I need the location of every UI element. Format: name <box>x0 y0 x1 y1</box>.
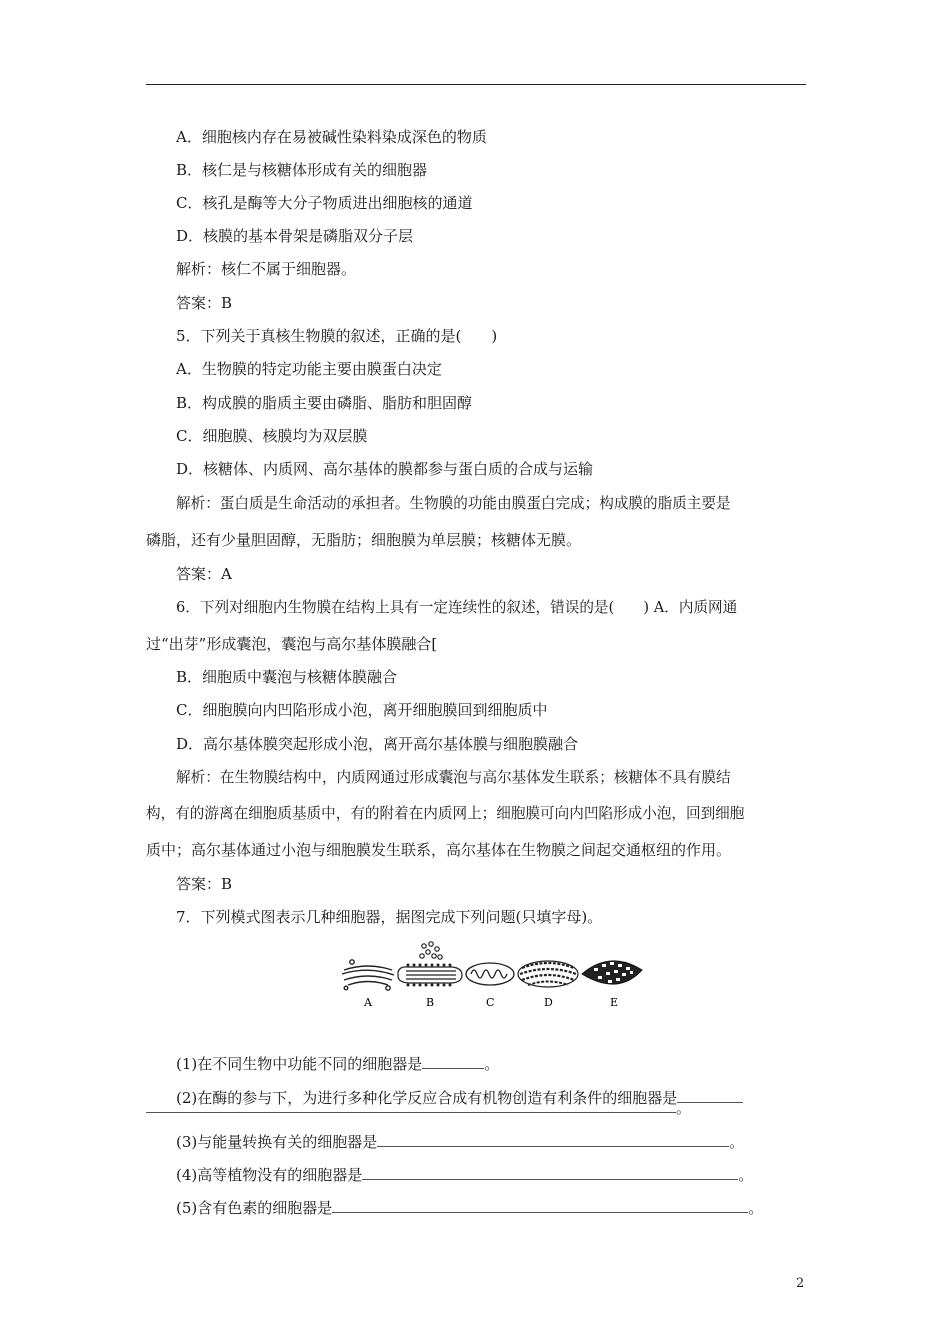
q7-sub5-blank[interactable] <box>332 1198 748 1213</box>
q6-stem-line1: 6．下列对细胞内生物膜在结构上具有一定连续性的叙述，错误的是( ) A．内质网通 <box>176 599 738 616</box>
q7-sub4-blank[interactable] <box>362 1165 738 1180</box>
q7-sub5-text: (5)含有色素的细胞器是 <box>176 1199 333 1217</box>
q6-analysis-line1: 解析：在生物膜结构中，内质网通过形成囊泡与高尔基体发生联系；核糖体不具有膜结 <box>176 769 731 786</box>
q4-option-b: B．核仁是与核糖体形成有关的细胞器 <box>176 161 428 179</box>
q6-option-d: D．高尔基体膜突起形成小泡，离开高尔基体膜与细胞膜融合 <box>176 735 579 753</box>
q7-sub3-period: 。 <box>729 1133 745 1151</box>
q5-analysis-line2: 磷脂，还有少量胆固醇，无脂肪；细胞膜为单层膜；核糖体无膜。 <box>146 531 582 549</box>
q5-stem: 5．下列关于真核生物膜的叙述，正确的是( ) <box>176 327 498 345</box>
organelle-figure <box>338 940 648 1012</box>
q4-option-c: C．核孔是酶等大分子物质进出细胞核的通道 <box>176 194 473 212</box>
q7-sub1-text: (1)在不同生物中功能不同的细胞器是 <box>176 1055 423 1073</box>
q7-sub4-text: (4)高等植物没有的细胞器是 <box>176 1166 363 1184</box>
chloroplast-icon <box>518 961 578 987</box>
q6-stem-line2: 过“出芽”形成囊泡，囊泡与高尔基体膜融合[ <box>146 635 438 653</box>
q5-option-d: D．核糖体、内质网、高尔基体的膜都参与蛋白质的合成与运输 <box>176 460 594 478</box>
q7-sub1-period: 。 <box>484 1055 500 1073</box>
q7-sub4 <box>176 1165 753 1185</box>
q4-analysis: 解析：核仁不属于细胞器。 <box>176 260 357 278</box>
q7-sub2-blank[interactable] <box>146 1098 676 1113</box>
mitochondrion-icon <box>466 963 514 985</box>
q4-option-d: D．核膜的基本骨架是磷脂双分子层 <box>176 227 414 245</box>
q7-sub1 <box>176 1054 499 1074</box>
q6-option-c: C．细胞膜向内凹陷形成小泡，离开细胞膜回到细胞质中 <box>176 701 548 719</box>
large-organelle-icon <box>582 961 642 984</box>
q7-sub3-text: (3)与能量转换有关的细胞器是 <box>176 1133 378 1151</box>
q7-sub2-cont <box>146 1098 691 1118</box>
golgi-apparatus-icon <box>342 960 394 990</box>
page-number: 2 <box>796 1276 805 1291</box>
q7-sub5-period: 。 <box>748 1199 764 1217</box>
q7-stem: 7．下列模式图表示几种细胞器，据图完成下列问题(只填字母)。 <box>176 908 603 926</box>
q4-option-a: A．细胞核内存在易被碱性染料染成深色的物质 <box>176 128 487 146</box>
header-rule <box>146 84 806 85</box>
q6-answer: 答案：B <box>176 875 233 893</box>
q5-analysis-line1: 解析：蛋白质是生命活动的承担者。生物膜的功能由膜蛋白完成；构成膜的脂质主要是 <box>176 495 731 512</box>
figure-label-c: C <box>486 996 495 1009</box>
q7-sub1-blank[interactable] <box>422 1054 484 1069</box>
figure-label-d: D <box>544 996 553 1009</box>
q5-option-a: A．生物膜的特定功能主要由膜蛋白决定 <box>176 360 442 378</box>
q6-analysis-line2: 构，有的游离在细胞质基质中，有的附着在内质网上；细胞膜可向内凹陷形成小泡，回到细胞 <box>146 805 745 822</box>
q4-answer: 答案：B <box>176 294 233 312</box>
q5-option-c: C．细胞膜、核膜均为双层膜 <box>176 427 368 445</box>
q7-sub4-period: 。 <box>738 1166 754 1184</box>
q7-sub2-text: (2)在酶的参与下，为进行多种化学反应合成有机物创造有利条件的细胞器是 <box>176 1089 678 1107</box>
q5-option-b: B．构成膜的脂质主要由磷脂、脂肪和胆固醇 <box>176 394 473 412</box>
figure-label-b: B <box>426 996 435 1009</box>
q6-option-b: B．细胞质中囊泡与核糖体膜融合 <box>176 668 398 686</box>
figure-label-e: E <box>610 996 619 1009</box>
q6-analysis-line3: 质中；高尔基体通过小泡与细胞膜发生联系，高尔基体在生物膜之间起交通枢纽的作用。 <box>146 841 732 859</box>
q7-sub5 <box>176 1198 763 1218</box>
q7-sub3-blank[interactable] <box>377 1132 729 1147</box>
figure-label-a: A <box>364 996 372 1009</box>
q5-answer: 答案：A <box>176 565 232 583</box>
endoplasmic-reticulum-icon <box>398 942 462 987</box>
q7-sub2-period: 。 <box>676 1099 692 1117</box>
q7-sub3 <box>176 1132 744 1152</box>
